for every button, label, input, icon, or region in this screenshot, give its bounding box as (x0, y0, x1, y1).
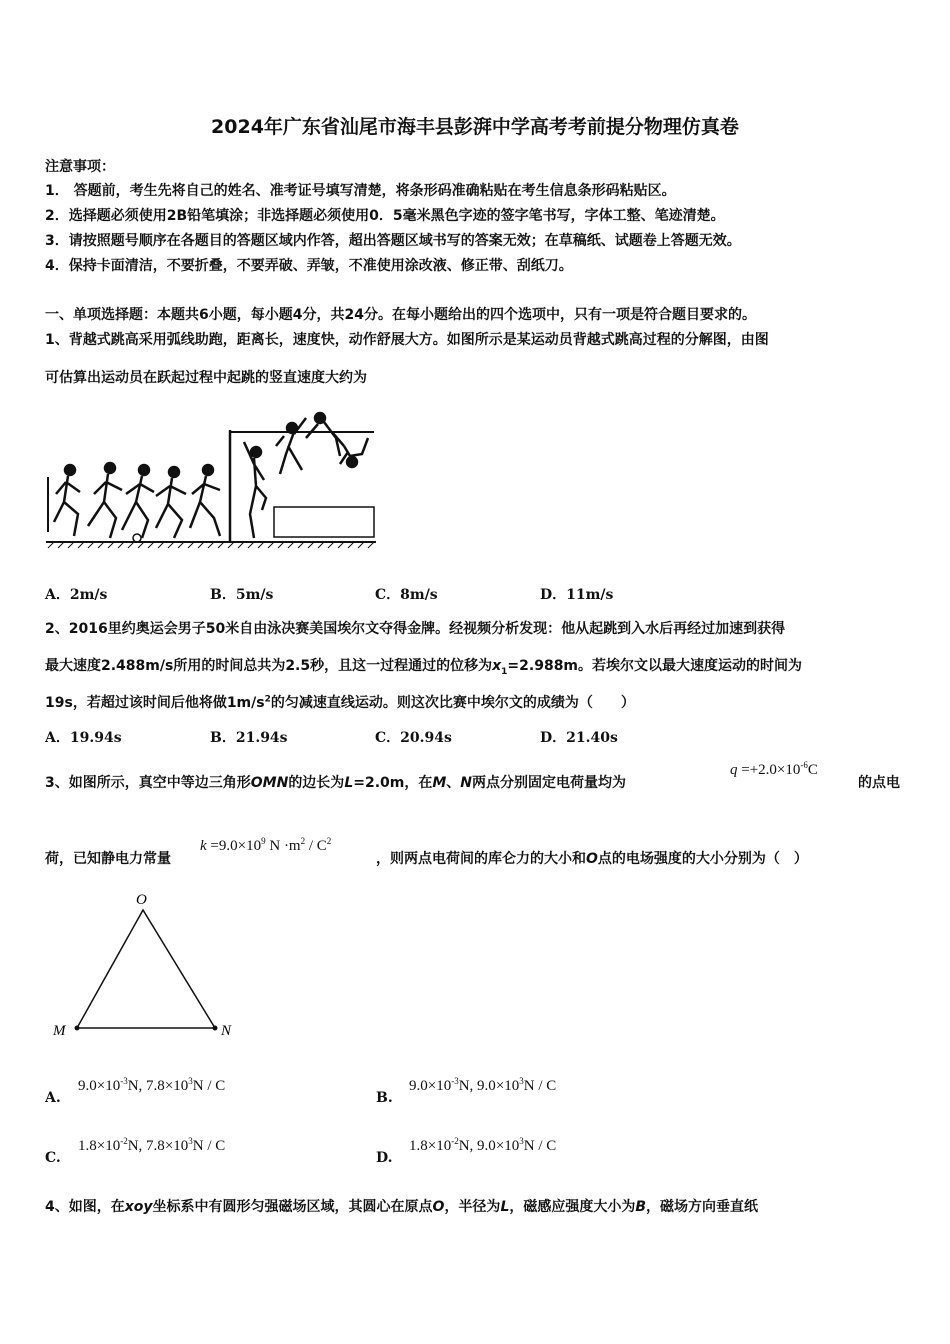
option[interactable]: D．21.40s (540, 730, 618, 746)
charge-formula: $q =+2.0\times 10^{-6}C$ (730, 760, 818, 778)
high-jump-figure (44, 402, 379, 554)
option[interactable]: D．11m/s (540, 587, 614, 603)
notice-item: 3．请按照题号顺序在各题目的答题区域内作答，超出答题区域书写的答案无效；在草稿纸、试题卷上答题无效。 (45, 233, 741, 249)
option-formula[interactable]: $1.8\times 10^{-2}N$, $7.8\times 10^3N / C$ (78, 1136, 226, 1154)
question-text: 荷，已知静电力常量 (45, 851, 171, 867)
notice-heading: 注意事项： (45, 159, 115, 175)
option-formula[interactable]: $9.0\times 10^{-3}N$, $7.8\times 10^3N / C$ (78, 1076, 226, 1094)
label-n: N (221, 1023, 232, 1039)
notice-item: 1． 答题前，考生先将自己的姓名、准考证号填写清楚，将条形码准确粘贴在考生信息条形码粘贴区。 (45, 183, 676, 199)
question-text: 可估算出运动员在跃起过程中起跳的竖直速度大约为 (45, 370, 367, 386)
option-formula[interactable]: $1.8\times 10^{-2}N$, $9.0\times 10^3N / C$ (409, 1136, 557, 1154)
option-formula[interactable]: $9.0\times 10^{-3}N$, $9.0\times 10^3N / C$ (409, 1076, 557, 1094)
label-o: O (136, 892, 147, 908)
label-m: M (53, 1023, 66, 1039)
k-formula: $k =9.0\times 10^9$ $N \cdot m^2 / C^2$ (200, 836, 332, 854)
option-label[interactable]: C. (45, 1150, 61, 1166)
option[interactable]: A．19.94s (45, 730, 122, 746)
option[interactable]: C．20.94s (375, 730, 452, 746)
section-heading: 一、单项选择题：本题共6小题，每小题4分，共24分。在每小题给出的四个选项中，只有一项是符合题目要求的。 (45, 307, 756, 323)
option[interactable]: C．8m/s (375, 587, 438, 603)
question-text: 1、背越式跳高采用弧线助跑，距离长，速度快，动作舒展大方。如图所示是某运动员背越式跳高过程的分解图，由图 (45, 332, 769, 348)
question-text: 的点电 (858, 775, 900, 791)
notice-item: 2．选择题必须使用2B铅笔填涂；非选择题必须使用0．5毫米黑色字迹的签字笔书写，字体工整、笔迹清楚。 (45, 208, 725, 224)
triangle-figure (45, 888, 245, 1043)
question-text: ，则两点电荷间的库仑力的大小和O点的电场强度的大小分别为（ ） (376, 851, 808, 867)
option-label[interactable]: A. (45, 1090, 61, 1106)
page-title: 2024年广东省汕尾市海丰县彭湃中学高考考前提分物理仿真卷 (211, 116, 739, 138)
option[interactable]: B．5m/s (210, 587, 274, 603)
question-text: 3、如图所示，真空中等边三角形OMN的边长为L=2.0m，在M、N两点分别固定电荷量均为 (45, 775, 627, 791)
question-text: 2、2016里约奥运会男子50米自由泳决赛美国埃尔文夺得金牌。经视频分析发现：他从起跳到入水后再经过加速到获得 (45, 621, 786, 637)
question-text: 最大速度2.488m/s所用的时间总共为2.5秒，且这一过程通过的位移为$x_1=2.988m$。若埃尔文以最大速度运动的时间为 (45, 658, 803, 677)
option[interactable]: B．21.94s (210, 730, 288, 746)
question-text: 4、如图，在xoy坐标系中有圆形匀强磁场区域，其圆心在原点O，半径为L，磁感应强度大小为B，磁场方向垂直纸 (45, 1199, 759, 1215)
question-text: 19s，若超过该时间后他将做$1m/s^2$的匀减速直线运动。则这次比赛中埃尔文的成绩为（ ） (45, 694, 635, 711)
option[interactable]: A．2m/s (45, 587, 108, 603)
option-label[interactable]: B. (376, 1090, 393, 1106)
notice-item: 4．保持卡面清洁，不要折叠，不要弄破、弄皱，不准使用涂改液、修正带、刮纸刀。 (45, 258, 573, 274)
option-label[interactable]: D. (376, 1150, 393, 1166)
